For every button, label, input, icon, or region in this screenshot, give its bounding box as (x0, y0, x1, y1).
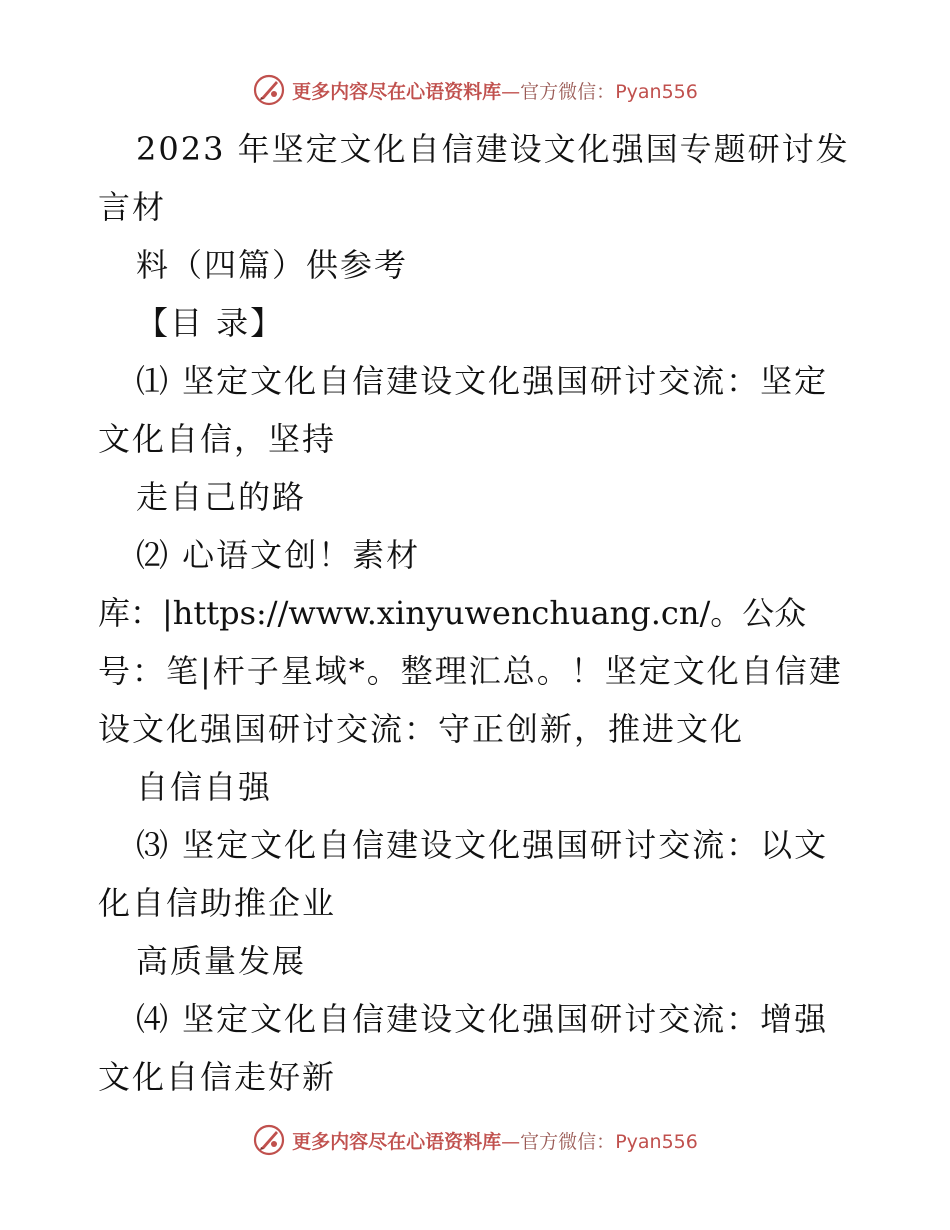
toc-item-2-line-5: 自信自强 (136, 768, 273, 806)
toc-heading: 【目 录】 (136, 304, 285, 342)
toc-item-2-line-3: 号：笔|杆子星域*。整理汇总。！坚定文化自信建 (98, 652, 843, 690)
watermark-dash: — (501, 1130, 521, 1153)
watermark-banner-bottom (0, 1120, 950, 1160)
toc-item-3-line-3: 高质量发展 (136, 942, 307, 980)
quill-logo-icon (252, 1123, 286, 1157)
document-body (98, 120, 858, 1106)
toc-item-3-line-2: 化自信助推企业 (98, 884, 337, 922)
document-title-line-2: 言材 (98, 188, 167, 226)
toc-item-2-line-4: 设文化强国研讨交流：守正创新，推进文化 (98, 710, 745, 748)
toc-item-1-line-1: ⑴ 坚定文化自信建设文化强国研讨交流：坚定 (136, 362, 829, 400)
watermark-label: 官方微信： (520, 80, 616, 103)
watermark-label: 官方微信： (520, 1130, 616, 1153)
watermark-content (252, 1123, 698, 1157)
watermark-account: Pyan556 (615, 80, 698, 103)
toc-item-4-line-1: ⑷ 坚定文化自信建设文化强国研讨交流：增强 (136, 1000, 829, 1038)
watermark-text (292, 77, 698, 104)
toc-item-4-line-2: 文化自信走好新 (98, 1058, 337, 1096)
watermark-dash: — (501, 80, 521, 103)
document-title-line-3: 料（四篇）供参考 (136, 246, 409, 284)
watermark-banner-top (0, 70, 950, 110)
watermark-prefix: 更多内容尽在心语资料库 (292, 1130, 502, 1153)
watermark-account: Pyan556 (615, 1130, 698, 1153)
watermark-prefix: 更多内容尽在心语资料库 (292, 80, 502, 103)
toc-item-1-line-3: 走自己的路 (136, 478, 307, 516)
document-title-line-1: 2023 年坚定文化自信建设文化强国专题研讨发 (136, 130, 850, 168)
toc-item-2-line-1: ⑵ 心语文创！素材 (136, 536, 421, 574)
toc-item-2-line-2: 库：|https://www.xinyuwenchuang.cn/。公众 (98, 594, 807, 632)
quill-logo-icon (252, 73, 286, 107)
watermark-content (252, 73, 698, 107)
watermark-text (292, 1127, 698, 1154)
toc-item-1-line-2: 文化自信，坚持 (98, 420, 337, 458)
toc-item-3-line-1: ⑶ 坚定文化自信建设文化强国研讨交流：以文 (136, 826, 829, 864)
